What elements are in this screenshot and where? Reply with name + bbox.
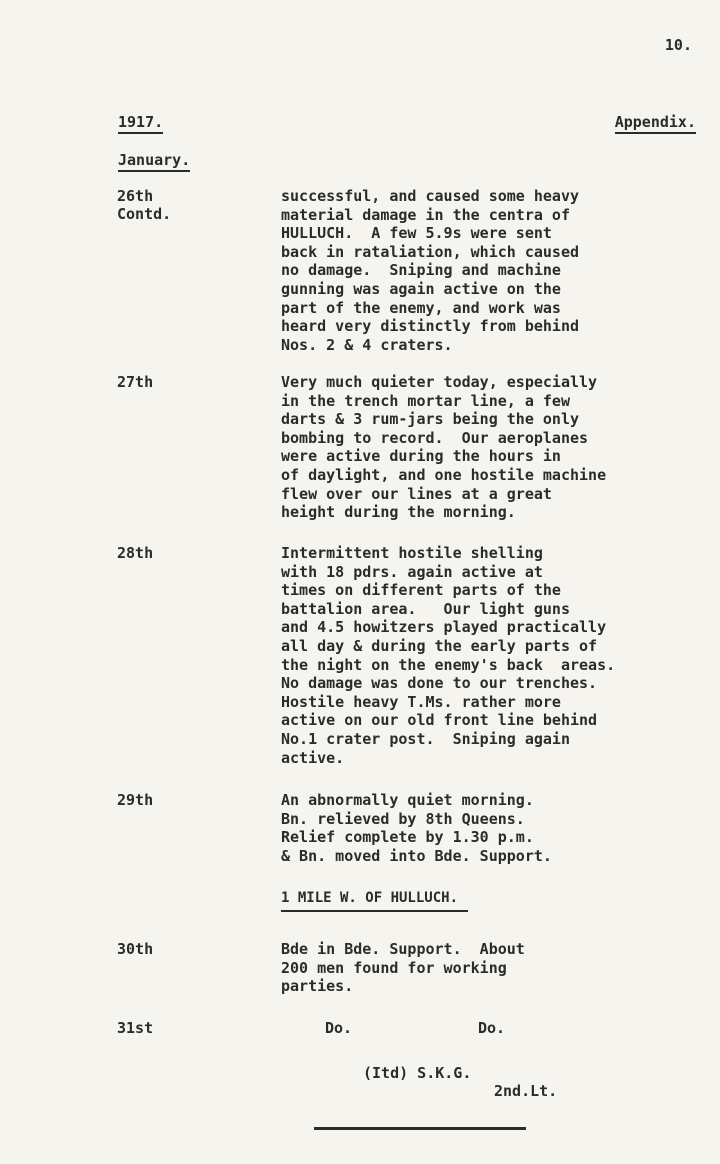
entry-date: 31st: [117, 1019, 154, 1037]
ditto-mark: Do.: [478, 1019, 506, 1037]
closing-rule: [314, 1127, 526, 1130]
ditto-mark: Do.: [325, 1019, 353, 1037]
entry-date: 28th: [117, 544, 154, 562]
entry-date: 30th: [117, 940, 154, 958]
entry-text: Bde in Bde. Support. About 200 men found for working parties.: [281, 940, 525, 996]
entry-text: An abnormally quiet morning. Bn. relieved by 8th Queens. Relief complete by 1.30 p.m. & Bn. moved into Bde. Support.: [281, 791, 552, 865]
entry-text: successful, and caused some heavy material damage in the centra of HULLUCH. A few 5.9s were sent back in rataliation, which caused no damage. Sniping and machine gunning was again active on the part of the enemy, and work was heard very distinctly from behind Nos. 2 & 4 craters.: [281, 187, 580, 354]
page-number: 10.: [664, 36, 692, 54]
entry-text: Very much quieter today, especially in the trench mortar line, a few darts & 3 rum-jars being the only bombing to record. Our aeroplanes were active during the hours in of daylight, and one hostile machine flew over our lines at a great height during the morning.: [281, 373, 607, 522]
entry-date: 26th Contd.: [117, 187, 172, 224]
signature: (Itd) S.K.G.: [363, 1064, 472, 1082]
location-heading: 1 MILE W. OF HULLUCH.: [281, 890, 468, 912]
month-heading: January.: [118, 151, 190, 172]
year-heading: 1917.: [118, 113, 163, 134]
entry-date: 27th: [117, 373, 154, 391]
appendix-heading: Appendix.: [615, 113, 696, 134]
signatory-rank: 2nd.Lt.: [494, 1082, 558, 1100]
entry-date: 29th: [117, 791, 154, 809]
entry-text: Intermittent hostile shelling with 18 pdrs. again active at times on different parts of the battalion area. Our light guns and 4.5 howitzers played practically all day & during the early parts of the night on the enemy's back areas. No damage was done to our trenches. Hostile heavy T.Ms. rather more active on our old front line behind No.1 crater post. Sniping again active.: [281, 544, 616, 767]
